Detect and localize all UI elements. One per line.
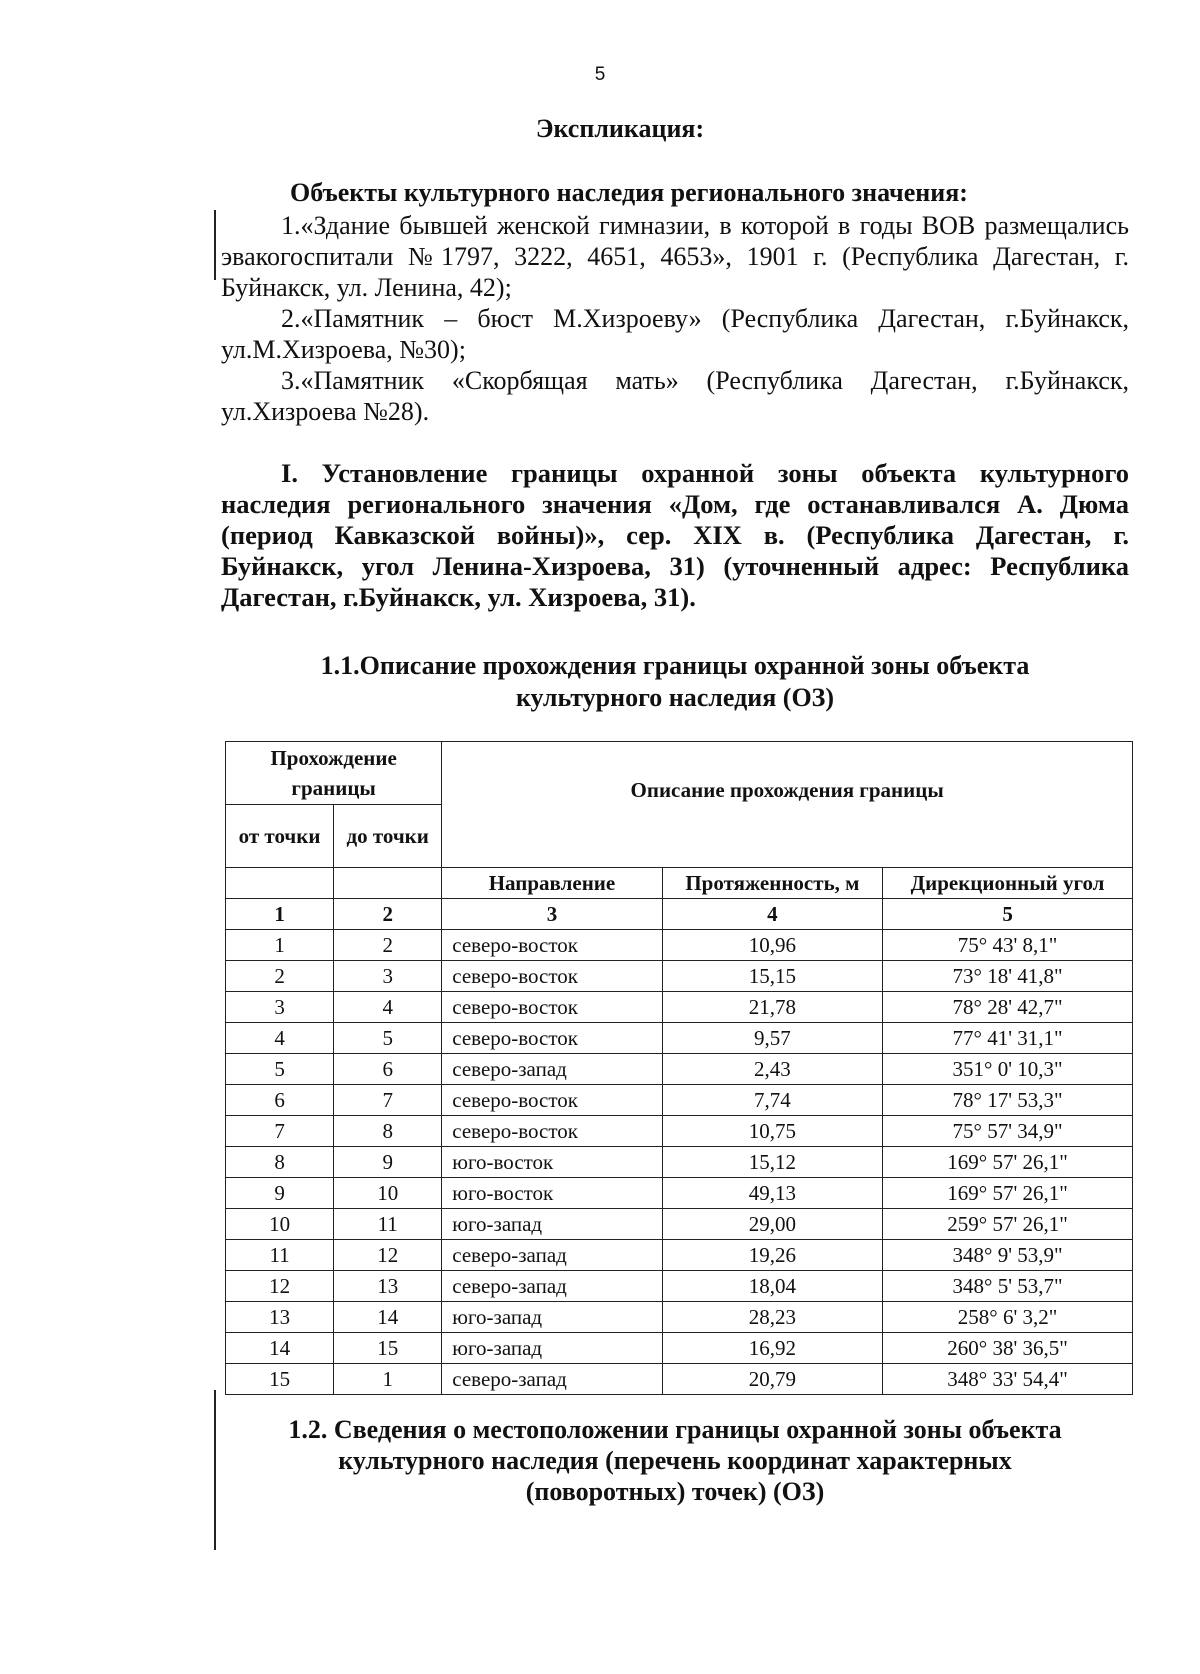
cell-from: 11 (226, 1240, 334, 1271)
regional-objects-title: Объекты культурного наследия регионального значения: (290, 178, 968, 207)
cell-from: 6 (226, 1085, 334, 1116)
cell-angle: 75° 57' 34,9" (883, 1116, 1133, 1147)
cell-direction: северо-восток (442, 961, 662, 992)
cell-direction: северо-запад (442, 1240, 662, 1271)
section-1-2-heading-line: культурного наследия (перечень координат характерных (338, 1446, 1012, 1475)
column-number: 1 (226, 899, 334, 930)
cell-direction: северо-восток (442, 992, 662, 1023)
regional-object-item: 1.«Здание бывшей женской гимназии, в которой в годы ВОВ размещались эвакогоспитали №1797, 3222, 4651, 4653», 1901 г. (Республика Дагестан, г. Буйнакск, ул. Ленина, 42); (221, 211, 1129, 302)
cell-to: 7 (334, 1085, 442, 1116)
cell-angle: 351° 0' 10,3" (883, 1054, 1133, 1085)
table-body (226, 930, 1133, 1395)
cell-length: 15,12 (662, 1147, 882, 1178)
cell-from: 1 (226, 930, 334, 961)
cell-to: 6 (334, 1054, 442, 1085)
table-row (226, 1302, 1133, 1333)
cell-from: 15 (226, 1364, 334, 1395)
cell-length: 16,92 (662, 1333, 882, 1364)
cell-direction: юго-запад (442, 1333, 662, 1364)
cell-length: 19,26 (662, 1240, 882, 1271)
cell-angle: 348° 9' 53,9" (883, 1240, 1133, 1271)
table-row (226, 1364, 1133, 1395)
regional-object-item: 3.«Памятник «Скорбящая мать» (Республика Дагестан, г.Буйнакск, ул.Хизроева №28). (221, 366, 1129, 426)
table-row (226, 1240, 1133, 1271)
cell-to: 12 (334, 1240, 442, 1271)
cell-angle: 259° 57' 26,1" (883, 1209, 1133, 1240)
cell-from: 13 (226, 1302, 334, 1333)
cell-to: 8 (334, 1116, 442, 1147)
column-number: 5 (883, 899, 1133, 930)
scan-mark-left (214, 210, 216, 280)
table-row (226, 1209, 1133, 1240)
cell-to: 11 (334, 1209, 442, 1240)
cell-length: 18,04 (662, 1271, 882, 1302)
cell-direction: северо-запад (442, 1054, 662, 1085)
cell-direction: северо-восток (442, 930, 662, 961)
cell-direction: северо-восток (442, 1116, 662, 1147)
table-subheader-row-2 (226, 868, 1133, 899)
column-number: 4 (662, 899, 882, 930)
cell-from: 4 (226, 1023, 334, 1054)
cell-direction: северо-восток (442, 1023, 662, 1054)
cell-direction: юго-восток (442, 1178, 662, 1209)
scan-mark-left-bottom (214, 1390, 216, 1550)
cell-to: 5 (334, 1023, 442, 1054)
cell-to: 9 (334, 1147, 442, 1178)
header-spacer (334, 868, 442, 899)
cell-length: 29,00 (662, 1209, 882, 1240)
regional-objects-list (221, 210, 1129, 427)
cell-to: 14 (334, 1302, 442, 1333)
explication-title: Экспликация: (535, 114, 705, 143)
cell-length: 15,15 (662, 961, 882, 992)
table-row (226, 1333, 1133, 1364)
cell-angle: 73° 18' 41,8" (883, 961, 1133, 992)
section-1-1-heading-line: культурного наследия (ОЗ) (515, 683, 835, 712)
table-row (226, 1271, 1133, 1302)
cell-angle: 78° 17' 53,3" (883, 1085, 1133, 1116)
section-1-heading: I. Установление границы охранной зоны объекта культурного наследия регионального значения «Дом, где останавливался А. Дюма (период Кавказской войны)», сер. XIX в. (Республика Дагестан, г. Буйнакск, угол Ленина-Хизроева, 31) (уточненный адрес: Республика Дагестан, г.Буйнакск, ул. Хизроева, 31). (221, 458, 1129, 612)
cell-from: 10 (226, 1209, 334, 1240)
table-row (226, 1023, 1133, 1054)
cell-direction: северо-запад (442, 1271, 662, 1302)
column-number-row (226, 899, 1133, 930)
cell-to: 3 (334, 961, 442, 992)
header-passage: Прохождение границы (226, 742, 442, 805)
table-row (226, 1116, 1133, 1147)
regional-object-item: 2.«Памятник – бюст М.Хизроеву» (Республика Дагестан, г.Буйнакск, ул.М.Хизроева, №30); (221, 304, 1129, 364)
table-row (226, 992, 1133, 1023)
table-row (226, 1054, 1133, 1085)
header-spacer (226, 868, 334, 899)
cell-angle: 169° 57' 26,1" (883, 1147, 1133, 1178)
cell-length: 21,78 (662, 992, 882, 1023)
cell-length: 9,57 (662, 1023, 882, 1054)
cell-from: 12 (226, 1271, 334, 1302)
header-angle: Дирекционный угол (883, 868, 1133, 899)
section-1-2-heading (221, 1414, 1129, 1507)
column-number: 2 (334, 899, 442, 930)
table-row (226, 1178, 1133, 1209)
cell-direction: юго-запад (442, 1302, 662, 1333)
cell-to: 15 (334, 1333, 442, 1364)
cell-length: 10,96 (662, 930, 882, 961)
cell-from: 9 (226, 1178, 334, 1209)
section-1-2-heading-line: 1.2. Сведения о местоположении границы охранной зоны объекта (288, 1415, 1062, 1444)
table-row (226, 1147, 1133, 1178)
cell-from: 7 (226, 1116, 334, 1147)
cell-to: 10 (334, 1178, 442, 1209)
section-1-2-heading-line: (поворотных) точек) (ОЗ) (525, 1477, 825, 1506)
table-header-row (226, 742, 1133, 805)
cell-angle: 348° 33' 54,4" (883, 1364, 1133, 1395)
cell-length: 20,79 (662, 1364, 882, 1395)
cell-length: 49,13 (662, 1178, 882, 1209)
cell-from: 5 (226, 1054, 334, 1085)
table-row (226, 1085, 1133, 1116)
cell-angle: 78° 28' 42,7" (883, 992, 1133, 1023)
table-row (226, 961, 1133, 992)
cell-to: 1 (334, 1364, 442, 1395)
cell-direction: северо-восток (442, 1085, 662, 1116)
boundary-route-table (225, 741, 1133, 1395)
cell-angle: 348° 5' 53,7" (883, 1271, 1133, 1302)
cell-angle: 75° 43' 8,1" (883, 930, 1133, 961)
header-direction: Направление (442, 868, 662, 899)
cell-direction: юго-запад (442, 1209, 662, 1240)
cell-from: 3 (226, 992, 334, 1023)
cell-angle: 77° 41' 31,1" (883, 1023, 1133, 1054)
cell-to: 4 (334, 992, 442, 1023)
cell-angle: 260° 38' 36,5" (883, 1333, 1133, 1364)
page-number: 5 (594, 64, 606, 85)
table-row (226, 930, 1133, 961)
cell-from: 14 (226, 1333, 334, 1364)
header-from: от точки (226, 805, 334, 868)
cell-to: 13 (334, 1271, 442, 1302)
cell-angle: 258° 6' 3,2" (883, 1302, 1133, 1333)
header-length: Протяженность, м (662, 868, 882, 899)
header-to: до точки (334, 805, 442, 868)
section-1-1-heading-line: 1.1.Описание прохождения границы охранной зоны объекта (320, 651, 1030, 680)
cell-length: 2,43 (662, 1054, 882, 1085)
cell-length: 28,23 (662, 1302, 882, 1333)
section-1-1-heading (221, 650, 1129, 714)
column-number: 3 (442, 899, 662, 930)
header-description: Описание прохождения границы (442, 742, 1133, 868)
cell-direction: юго-восток (442, 1147, 662, 1178)
cell-angle: 169° 57' 26,1" (883, 1178, 1133, 1209)
cell-length: 10,75 (662, 1116, 882, 1147)
cell-direction: северо-запад (442, 1364, 662, 1395)
cell-from: 2 (226, 961, 334, 992)
cell-from: 8 (226, 1147, 334, 1178)
cell-to: 2 (334, 930, 442, 961)
cell-length: 7,74 (662, 1085, 882, 1116)
